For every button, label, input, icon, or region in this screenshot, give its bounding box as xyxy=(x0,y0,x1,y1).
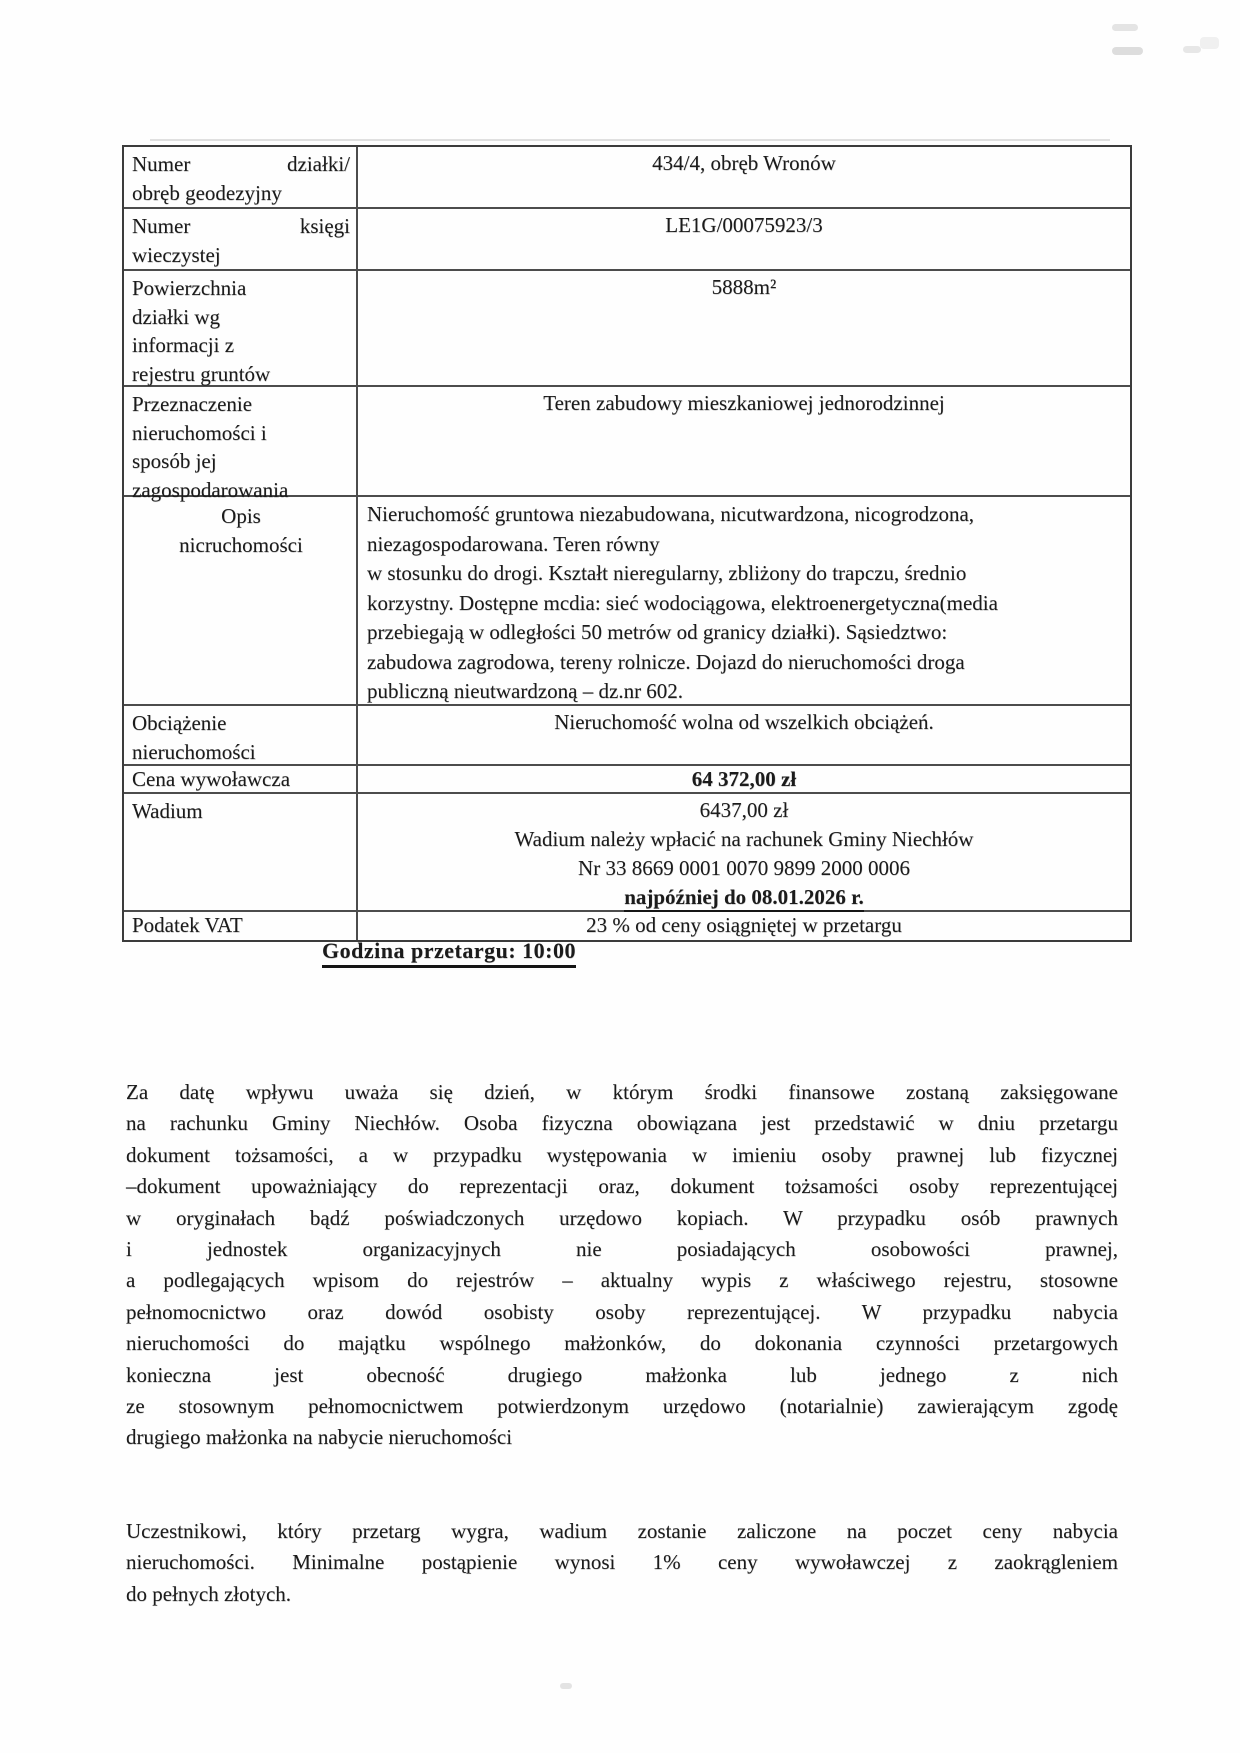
row-label xyxy=(124,706,358,764)
paragraph-line: na rachunku Gminy Niechłów. Osoba fizyczna obowiązana jest przedstawić w dniu przetargu xyxy=(126,1111,1118,1136)
paragraph-line: i jednostek organizacyjnych nie posiadających osobowości prawnej, xyxy=(126,1237,1118,1262)
scan-smudge xyxy=(1183,46,1201,53)
label-line: obręb geodezyjny xyxy=(132,180,282,205)
value-line: publiczną nieutwardzoną – dz.nr 602. xyxy=(367,679,684,703)
paragraph-line: do pełnych złotych. xyxy=(126,1581,292,1606)
row-land-register xyxy=(124,207,1130,269)
value-line: Nieruchomość gruntowa niezabudowana, nicutwardzona, nicogrodzona, xyxy=(367,502,975,526)
row-label xyxy=(124,794,358,910)
value-line: przebiegają w odległości 50 metrów od granicy działki). Sąsiedztwo: xyxy=(367,620,948,644)
row-designation xyxy=(124,385,1130,502)
value-line: Nr 33 8669 0001 0070 9899 2000 0006 xyxy=(578,856,910,880)
value-line: 6437,00 zł xyxy=(699,798,789,822)
row-value xyxy=(358,497,1130,704)
paragraph-line: dokument tożsamości, a w przypadku występowania w imieniu osoby prawnej lub fizycznej xyxy=(126,1142,1118,1167)
paragraph-line: Za datę wpływu uważa się dzień, w którym środki finansowe zostaną zaksięgowane xyxy=(126,1080,1118,1104)
paragraph-line: pełnomocnictwo oraz dowód osobisty osoby reprezentującej. W przypadku nabycia xyxy=(126,1299,1118,1324)
label-line: sposób jej xyxy=(132,449,217,473)
row-label xyxy=(124,766,358,792)
row-deposit xyxy=(124,792,1130,910)
row-vat xyxy=(124,910,1130,940)
label-line: działki wg xyxy=(132,304,221,329)
row-value xyxy=(358,271,1130,385)
paragraph-line: Uczestnikowi, który przetarg wygra, wadium zostanie zaliczone na poczet ceny nabycia xyxy=(126,1519,1118,1543)
row-value xyxy=(358,912,1130,940)
scan-smudge xyxy=(1112,24,1138,31)
label-line: Podatek VAT xyxy=(132,913,243,937)
label-line: informacji z xyxy=(132,333,235,357)
scan-smudge xyxy=(1200,37,1219,49)
row-value xyxy=(358,147,1130,207)
row-label xyxy=(124,147,358,207)
auction-time-text: Godzina przetargu: 10:00 xyxy=(322,938,576,968)
label-line: wieczystej xyxy=(132,242,221,267)
label-line: Wadium xyxy=(132,799,203,823)
value-line: 434/4, obręb Wronów xyxy=(652,151,836,175)
label-line: nieruchomości i xyxy=(132,420,267,445)
paragraph-payment-rules xyxy=(126,1077,1118,1454)
row-label xyxy=(124,271,358,385)
value-line: zabudowa zagrodowa, tereny rolnicze. Dojazd do nieruchomości droga xyxy=(367,649,965,674)
row-label xyxy=(124,497,358,704)
auction-time xyxy=(322,938,576,964)
value-line: w stosunku do drogi. Kształt nieregularny, zbliżony do trapczu, średnio xyxy=(367,561,967,585)
value-line-deadline xyxy=(358,883,1130,912)
row-area xyxy=(124,269,1130,385)
paragraph-line: nieruchomości. Minimalne postąpienie wynosi 1% ceny wywoławczej z zaokrągleniem xyxy=(126,1550,1118,1575)
value-line: Wadium należy wpłacić na rachunek Gminy Niechłów xyxy=(514,827,974,851)
row-label xyxy=(124,912,358,940)
row-label xyxy=(124,209,358,269)
row-value xyxy=(358,387,1130,495)
label-line: nieruchomości xyxy=(132,739,256,764)
paragraph-line: –dokument upoważniający do reprezentacji oraz, dokument tożsamości osoby reprezentującej xyxy=(126,1174,1118,1199)
scan-smudge xyxy=(560,1683,572,1689)
label-line: zagospodarowania xyxy=(132,477,289,502)
label-line: rejestru gruntów xyxy=(132,361,271,386)
label-line: Cena wywoławcza xyxy=(132,767,291,791)
row-label xyxy=(124,387,358,502)
value-line: 23 % od ceny osiągniętej w przetargu xyxy=(586,913,902,937)
row-encumbrance xyxy=(124,704,1130,764)
row-value xyxy=(358,209,1130,269)
value-line: Teren zabudowy mieszkaniowej jednorodzinnej xyxy=(543,391,945,415)
paragraph-line: w oryginałach bądź poświadczonych urzędowo kopiach. W przypadku osób prawnych xyxy=(126,1205,1118,1230)
paragraph-deposit-credit xyxy=(126,1516,1118,1610)
paragraph-line: nieruchomości do majątku wspólnego małżonków, do dokonania czynności przetargowych xyxy=(126,1331,1118,1356)
value-line: niezagospodarowana. Teren równy xyxy=(367,531,660,556)
row-value xyxy=(358,706,1130,764)
row-plot-number xyxy=(124,147,1130,207)
property-table xyxy=(122,145,1132,942)
value-line: korzystny. Dostępne mcdia: sieć wodociągowa, elektroenergetyczna(media xyxy=(367,590,998,615)
paragraph-line: ze stosownym pełnomocnictwem potwierdzonym urzędowo (notarialnie) zawierającym zgodę xyxy=(126,1394,1118,1419)
label-line: Obciążenie xyxy=(132,711,227,735)
value-line: LE1G/00075923/3 xyxy=(665,213,823,237)
row-value xyxy=(358,766,1130,792)
label-line: Przeznaczenie xyxy=(132,392,253,416)
label-line: Numer księgi xyxy=(132,214,350,238)
value-line: 64 372,00 zł xyxy=(691,767,797,791)
value-line: 5888m² xyxy=(711,275,777,299)
label-line: nicruchomości xyxy=(179,532,303,557)
label-line: Numer działki/ xyxy=(132,152,350,176)
paragraph-line: a podlegających wpisom do rejestrów – aktualny wypis z właściwego rejestru, stosowne xyxy=(126,1268,1118,1293)
scan-smudge xyxy=(1112,47,1143,55)
row-starting-price xyxy=(124,764,1130,792)
deposit-deadline: najpóźniej do 08.01.2026 r. xyxy=(624,885,864,912)
row-value xyxy=(358,794,1130,910)
paragraph-line: drugiego małżonka na nabycie nieruchomości xyxy=(126,1425,513,1450)
paragraph-line: konieczna jest obecność drugiego małżonka lub jednego z nich xyxy=(126,1362,1118,1387)
label-line: Powierzchnia xyxy=(132,276,247,300)
scan-smudge xyxy=(150,139,1110,141)
value-line: Nieruchomość wolna od wszelkich obciążeń. xyxy=(554,710,934,734)
label-line: Opis xyxy=(221,504,261,528)
row-description xyxy=(124,495,1130,704)
